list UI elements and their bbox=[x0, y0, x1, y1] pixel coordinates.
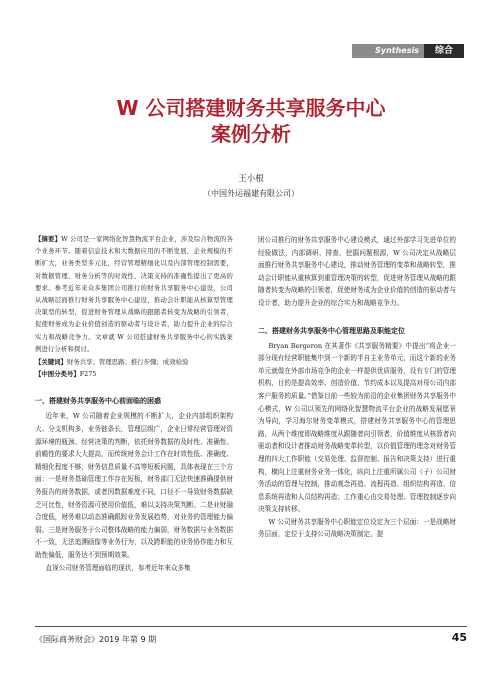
left-column bbox=[35, 234, 233, 574]
keywords-label: 【关键词】 bbox=[35, 358, 67, 367]
title-line-1: W 公司搭建财务共享服务中心 bbox=[116, 96, 386, 120]
keywords bbox=[35, 356, 233, 368]
body-paragraph: W 公司财务共享服务中心职能定位设定为三个层面：一是战略财务层面，定位于支持公司战略决策制定，提 bbox=[258, 517, 456, 539]
article-title bbox=[0, 95, 502, 147]
section-label-en: Synthesis bbox=[352, 44, 424, 58]
classification-code: F275 bbox=[79, 370, 97, 379]
body-paragraph: Bryan Bergeron 在其著作《共享服务精要》中提出“将企业一部分现有经营职能集中到一个新的半自主业务单元，而这个新的业务单元就像在外部市场竞争的企业一样提供优质服务，设有专门的管理机构，目的是提高效率、创造价值、节约成本以及提高对母公司内部客户服务的质量。”借鉴目前一些较为前沿的企业集团财务共享服务中心模式，W 公司以领先的网络化智慧物流平台企业的战略发展愿景为导向，学习海尔财务变革模式，搭建财务共享服务中心的管理思路，从两个维度即战略维度从跟随者向引领者，价值维度从核算者向驱动者和设计者推动财务战略变革转型，以价值管理的理念对财务管理的四大工作职能（交易处理、监督控制、报告和决策支持）进行重构，横向上注重财务业务一体化，纵向上注重所属公司（子）公司财务活动的管理与控制，推动观念再造、流程再造、组织结构再造、信息系统再造和人员结构再造；工作重心由交易处理、管理控制逐步向决策支持转移。 bbox=[258, 341, 456, 514]
section-header-band bbox=[352, 44, 464, 58]
abstract-label: 【摘要】 bbox=[35, 236, 62, 243]
title-line-2: 案例分析 bbox=[211, 122, 291, 146]
journal-citation: 《国际商务财会》2019 年第 9 期 bbox=[35, 635, 157, 644]
classification-label: 【中图分类号】 bbox=[35, 370, 80, 379]
abstract bbox=[35, 234, 233, 356]
section-label-cn: 综合 bbox=[424, 44, 464, 58]
body-paragraph: 直视公司财务管理面临的现状，参考近年来众多集 bbox=[45, 563, 191, 572]
body-paragraph: 团公司推行的财务共享服务中心建设模式，通过外部学习先进单位的经验做法，内部调研、排查、挖掘问题根源，W 公司决定从战略层面推行财务共享服务中心建设，推动财务管理的变革和战略转型，推动会计职能从重核算到重管理决策的转型，促进财务管理从战略的跟随者转变为战略的引领者，促使财务成为企业价值的创造的驱动者与设计者，助力提升企业的综合实力和战略竞争力。 bbox=[258, 236, 456, 307]
abstract-text: W 公司是一家网络化智慧物流平台企业，涉及综合物流的各个业务环节。随着信息技术和大数据应用的不断发展，企业规模的不断扩大，业务类型多元化，经营管理精细化以及内部管理控制需要，对数据管理、财务分析等的时效性、决策支持的准确性提出了更高的要求。参考近年来众多集团公司推行的财务共享服务中心建设，公司从战略层面推行财务共享服务中心建设，推动会计职能从核算型管理决策型的转型，促进财务管理从战略的跟随者转变为战略的引领者，促使财务成为企业价值创造的驱动者与设计者，助力提升企业的综合实力和战略竞争力。文章就 W 公司搭建财务共享服务中心的实践案例进行分析和探讨。 bbox=[35, 236, 233, 353]
section-heading-1: 一、搭建财务共享服务中心前面临的困惑 bbox=[35, 397, 161, 406]
footer-divider bbox=[35, 626, 467, 627]
body-paragraph: 近年来，W 公司随着企业规模的不断扩大，企业内部组织架构大、分支机构多，业务链条长，管理层级广，企业日常经营管理对资源环境的瓶颈、经营决策的判断，依托财务数据的及时性、准确性、前瞻性的要求大大提高，而传统财务会计工作在时效性低、准确度、精细化程度不够，财务信息质量不高等短板问题，具体表现在三个方面：一是财务基础管理工作存在短板，财务部门无法快速准确提供财务报告的财务数据，或者因数据难度不同，口径不一导致财务数据缺乏可比性，财务资源可使用价值低，难以支持决策判断。二是业财融合度低，财务难以动态准确跟踪业务发展趋势，对业务的管理能力偏弱。三是财务服务于公司整体战略的能力偏弱，财务数据与业务数据不一致，无法追溯画像等业务行为，以及跨职能的业务协作能力和互助性偏低，服务达不到预期效果。 bbox=[35, 412, 233, 559]
right-column bbox=[258, 234, 456, 541]
author-affiliation: （中国外运福建有限公司） bbox=[203, 189, 299, 198]
page-number: 45 bbox=[451, 631, 467, 644]
section-heading-2: 二、搭建财务共享服务中心管理思路及职能定位 bbox=[258, 326, 405, 335]
keywords-text: 财务共享；管理思路；推行步骤；成效检验 bbox=[66, 358, 189, 367]
author-name: 王小根 bbox=[238, 174, 264, 184]
classification bbox=[35, 368, 233, 380]
